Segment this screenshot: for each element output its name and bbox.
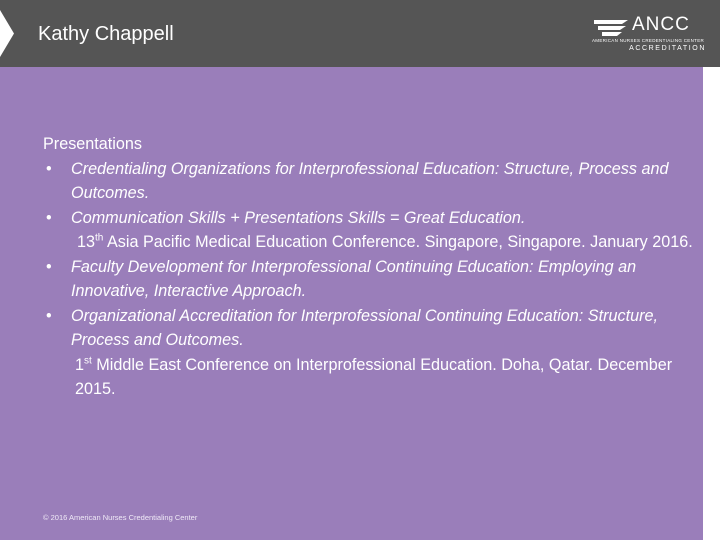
- slide-title: Kathy Chappell: [38, 23, 174, 45]
- chevron-right-icon: [0, 10, 14, 57]
- bullet: •: [46, 208, 52, 227]
- venue-details: Middle East Conference on Interprofessional Education. Doha, Qatar. December 2015.: [75, 355, 673, 398]
- logo-subtitle: AMERICAN NURSES CREDENTIALING CENTER: [592, 38, 705, 43]
- venue-ordinal-suffix: st: [84, 355, 92, 367]
- section-heading: Presentations: [43, 135, 142, 153]
- list-item: [43, 206, 695, 255]
- venue-ordinal: 1: [75, 355, 85, 374]
- presentation-title: Credentialing Organizations for Interprofessional Education: Structure, Process and Outcomes.: [71, 159, 669, 202]
- logo-tagline: ACCREDITATION: [629, 45, 706, 52]
- presentations-content: [43, 132, 695, 402]
- bullet: •: [46, 257, 52, 276]
- venue-ordinal-suffix: th: [95, 232, 104, 244]
- venue-details: Asia Pacific Medical Education Conference. Singapore, Singapore. January 2016.: [103, 233, 693, 251]
- presentation-title: Communication Skills + Presentations Skills = Great Education.: [71, 208, 526, 227]
- list-item: [43, 304, 695, 402]
- presentation-title: Organizational Accreditation for Interprofessional Continuing Education: Structure, Process and Outcomes.: [71, 306, 658, 349]
- list-item: [43, 157, 695, 206]
- ancc-logo: [592, 14, 710, 56]
- copyright-footer: © 2016 American Nurses Credentialing Center: [43, 513, 198, 522]
- logo-mark-icon: [592, 16, 630, 38]
- bullet: •: [46, 159, 52, 178]
- bullet: •: [46, 306, 52, 325]
- presentation-venue: [71, 353, 695, 402]
- presentation-title: Faculty Development for Interprofessional Continuing Education: Employing an Innovative, Interactive Approach.: [71, 257, 637, 300]
- logo-wordmark: ANCC: [632, 14, 690, 35]
- right-edge-band: [703, 67, 720, 540]
- header-bar: [0, 0, 720, 67]
- presentation-venue: [71, 230, 695, 255]
- venue-ordinal: 13: [77, 233, 96, 251]
- list-item: [43, 255, 695, 304]
